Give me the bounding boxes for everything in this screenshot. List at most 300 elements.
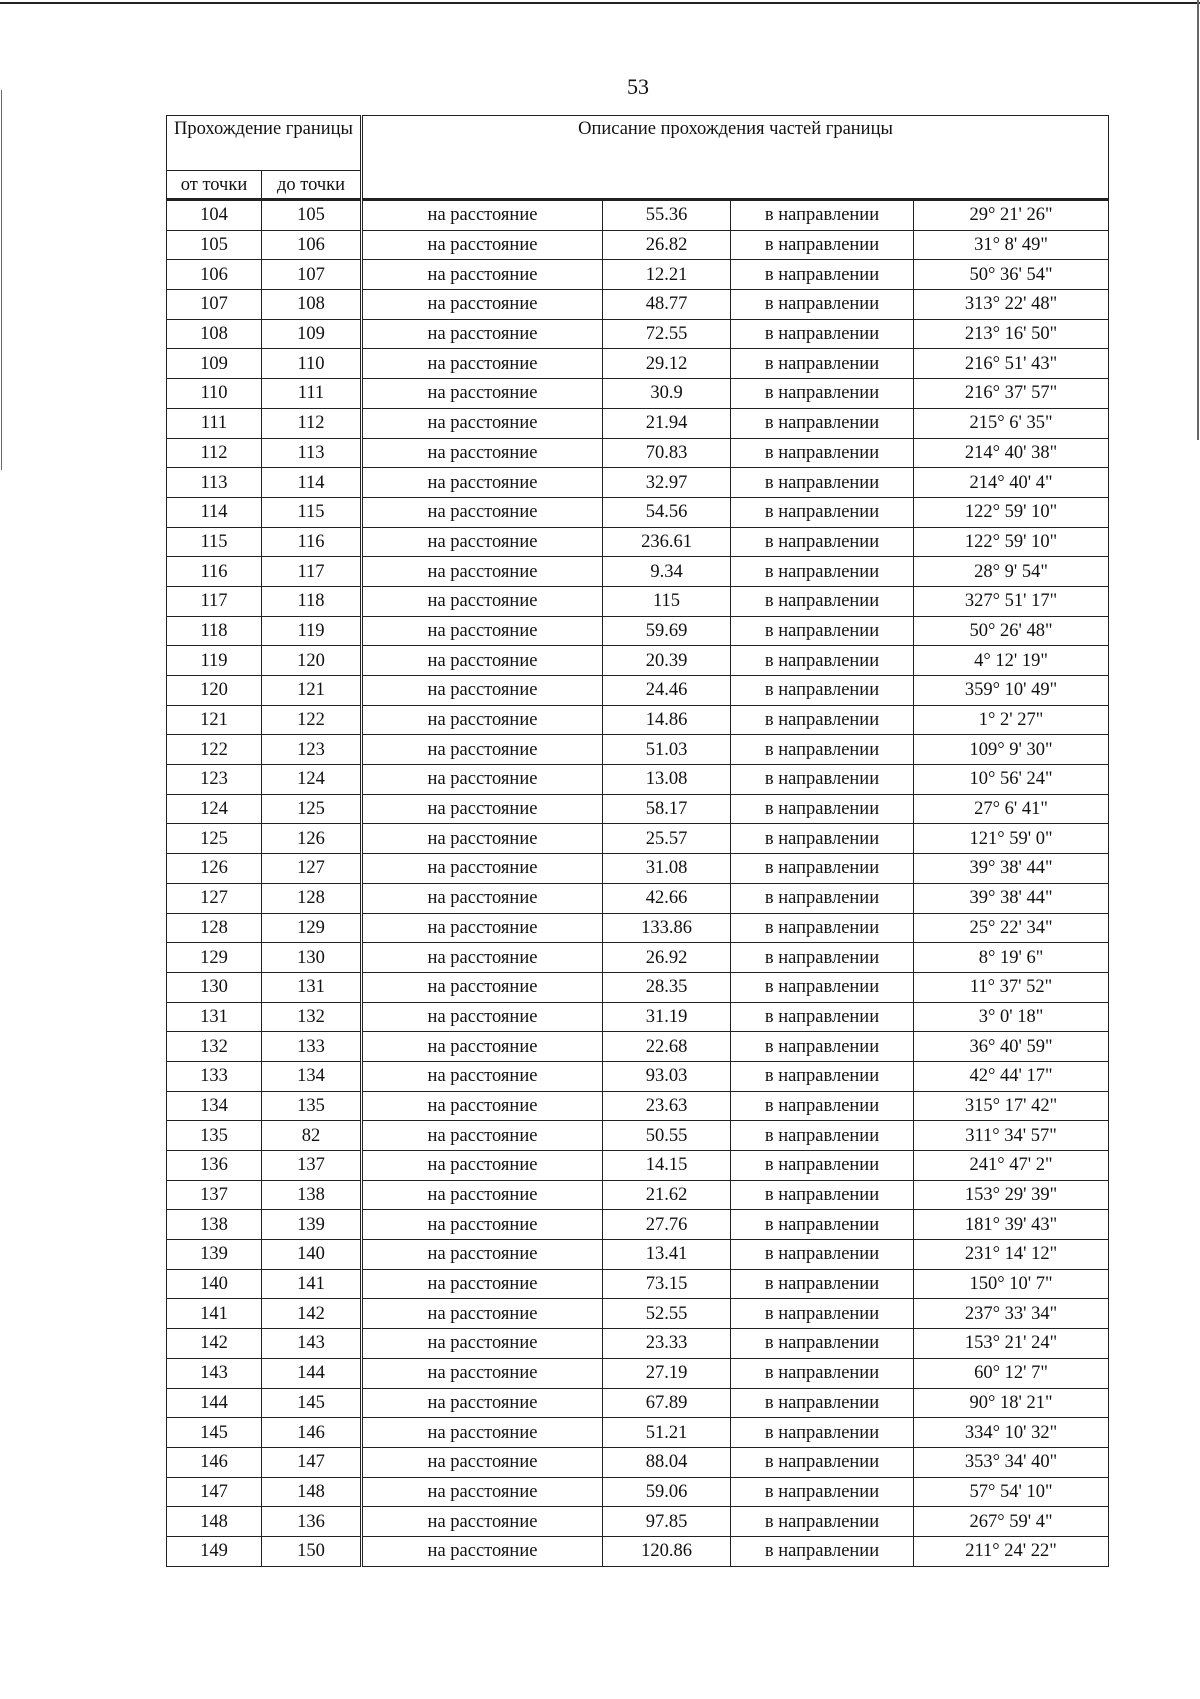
table-row [167, 319, 1109, 349]
from-point-cell: 105 [167, 230, 262, 260]
to-point-cell: 114 [262, 468, 362, 498]
distance-value-cell: 59.69 [603, 616, 731, 646]
angle-value-cell: 4° 12' 19" [914, 646, 1109, 676]
from-point-cell: 128 [167, 913, 262, 943]
from-point-cell: 140 [167, 1269, 262, 1299]
from-point-cell: 121 [167, 705, 262, 735]
distance-value-cell: 26.82 [603, 230, 731, 260]
distance-label-cell: на расстояние [362, 1240, 603, 1270]
distance-value-cell: 88.04 [603, 1447, 731, 1477]
to-point-cell: 124 [262, 765, 362, 795]
angle-value-cell: 60° 12' 7" [914, 1358, 1109, 1388]
distance-value-cell: 24.46 [603, 676, 731, 706]
distance-label-cell: на расстояние [362, 1061, 603, 1091]
angle-value-cell: 214° 40' 4" [914, 468, 1109, 498]
table-row [167, 349, 1109, 379]
scan-left-margin-line [1, 90, 2, 470]
direction-label-cell: в направлении [731, 1329, 914, 1359]
to-point-cell: 111 [262, 379, 362, 409]
direction-label-cell: в направлении [731, 1388, 914, 1418]
direction-label-cell: в направлении [731, 854, 914, 884]
distance-value-cell: 55.36 [603, 200, 731, 231]
distance-value-cell: 30.9 [603, 379, 731, 409]
from-point-cell: 116 [167, 557, 262, 587]
table-row [167, 1507, 1109, 1537]
to-point-cell: 132 [262, 1002, 362, 1032]
angle-value-cell: 1° 2' 27" [914, 705, 1109, 735]
distance-label-cell: на расстояние [362, 1151, 603, 1181]
direction-label-cell: в направлении [731, 913, 914, 943]
table-row [167, 913, 1109, 943]
to-point-cell: 130 [262, 943, 362, 973]
distance-value-cell: 31.19 [603, 1002, 731, 1032]
table-row [167, 883, 1109, 913]
table-row [167, 1061, 1109, 1091]
from-point-cell: 125 [167, 824, 262, 854]
table-row [167, 1418, 1109, 1448]
angle-value-cell: 216° 51' 43" [914, 349, 1109, 379]
from-point-cell: 114 [167, 497, 262, 527]
angle-value-cell: 90° 18' 21" [914, 1388, 1109, 1418]
distance-label-cell: на расстояние [362, 1388, 603, 1418]
table-row [167, 676, 1109, 706]
table-row [167, 1121, 1109, 1151]
distance-label-cell: на расстояние [362, 676, 603, 706]
distance-label-cell: на расстояние [362, 735, 603, 765]
distance-label-cell: на расстояние [362, 557, 603, 587]
to-point-cell: 143 [262, 1329, 362, 1359]
angle-value-cell: 153° 21' 24" [914, 1329, 1109, 1359]
table-row [167, 200, 1109, 231]
from-point-cell: 106 [167, 260, 262, 290]
distance-value-cell: 27.19 [603, 1358, 731, 1388]
direction-label-cell: в направлении [731, 527, 914, 557]
angle-value-cell: 10° 56' 24" [914, 765, 1109, 795]
angle-value-cell: 50° 36' 54" [914, 260, 1109, 290]
from-point-cell: 138 [167, 1210, 262, 1240]
table-row [167, 616, 1109, 646]
distance-label-cell: на расстояние [362, 319, 603, 349]
to-point-cell: 133 [262, 1032, 362, 1062]
distance-value-cell: 97.85 [603, 1507, 731, 1537]
to-point-cell: 118 [262, 586, 362, 616]
distance-label-cell: на расстояние [362, 379, 603, 409]
table-row [167, 1240, 1109, 1270]
distance-value-cell: 51.03 [603, 735, 731, 765]
distance-label-cell: на расстояние [362, 646, 603, 676]
angle-value-cell: 122° 59' 10" [914, 527, 1109, 557]
angle-value-cell: 311° 34' 57" [914, 1121, 1109, 1151]
from-point-cell: 146 [167, 1447, 262, 1477]
direction-label-cell: в направлении [731, 557, 914, 587]
distance-label-cell: на расстояние [362, 1180, 603, 1210]
from-point-cell: 148 [167, 1507, 262, 1537]
distance-value-cell: 23.63 [603, 1091, 731, 1121]
distance-label-cell: на расстояние [362, 1329, 603, 1359]
angle-value-cell: 36° 40' 59" [914, 1032, 1109, 1062]
to-point-cell: 109 [262, 319, 362, 349]
table-row [167, 1091, 1109, 1121]
distance-label-cell: на расстояние [362, 260, 603, 290]
distance-label-cell: на расстояние [362, 1091, 603, 1121]
direction-label-cell: в направлении [731, 616, 914, 646]
from-point-cell: 136 [167, 1151, 262, 1181]
direction-label-cell: в направлении [731, 1210, 914, 1240]
table-row [167, 1002, 1109, 1032]
angle-value-cell: 216° 37' 57" [914, 379, 1109, 409]
angle-value-cell: 50° 26' 48" [914, 616, 1109, 646]
angle-value-cell: 150° 10' 7" [914, 1269, 1109, 1299]
direction-label-cell: в направлении [731, 972, 914, 1002]
from-point-cell: 117 [167, 586, 262, 616]
distance-label-cell: на расстояние [362, 1418, 603, 1448]
from-point-cell: 142 [167, 1329, 262, 1359]
to-point-cell: 112 [262, 408, 362, 438]
table-row [167, 468, 1109, 498]
angle-value-cell: 39° 38' 44" [914, 854, 1109, 884]
angle-value-cell: 3° 0' 18" [914, 1002, 1109, 1032]
angle-value-cell: 231° 14' 12" [914, 1240, 1109, 1270]
from-point-cell: 119 [167, 646, 262, 676]
table-row [167, 972, 1109, 1002]
direction-label-cell: в направлении [731, 1240, 914, 1270]
distance-value-cell: 48.77 [603, 290, 731, 320]
to-point-cell: 129 [262, 913, 362, 943]
distance-value-cell: 115 [603, 586, 731, 616]
direction-label-cell: в направлении [731, 1269, 914, 1299]
angle-value-cell: 39° 38' 44" [914, 883, 1109, 913]
table-row [167, 943, 1109, 973]
angle-value-cell: 122° 59' 10" [914, 497, 1109, 527]
distance-value-cell: 21.94 [603, 408, 731, 438]
distance-value-cell: 67.89 [603, 1388, 731, 1418]
distance-label-cell: на расстояние [362, 290, 603, 320]
distance-value-cell: 23.33 [603, 1329, 731, 1359]
table-row [167, 1269, 1109, 1299]
distance-label-cell: на расстояние [362, 1507, 603, 1537]
table-row [167, 1358, 1109, 1388]
direction-label-cell: в направлении [731, 1418, 914, 1448]
direction-label-cell: в направлении [731, 468, 914, 498]
from-point-cell: 109 [167, 349, 262, 379]
distance-value-cell: 28.35 [603, 972, 731, 1002]
table-row [167, 586, 1109, 616]
distance-label-cell: на расстояние [362, 408, 603, 438]
from-point-cell: 149 [167, 1536, 262, 1566]
angle-value-cell: 214° 40' 38" [914, 438, 1109, 468]
to-point-cell: 141 [262, 1269, 362, 1299]
direction-label-cell: в направлении [731, 1002, 914, 1032]
distance-label-cell: на расстояние [362, 765, 603, 795]
to-point-cell: 150 [262, 1536, 362, 1566]
from-point-cell: 115 [167, 527, 262, 557]
to-point-cell: 82 [262, 1121, 362, 1151]
to-point-cell: 146 [262, 1418, 362, 1448]
to-point-cell: 145 [262, 1388, 362, 1418]
direction-label-cell: в направлении [731, 1358, 914, 1388]
to-point-cell: 106 [262, 230, 362, 260]
distance-value-cell: 22.68 [603, 1032, 731, 1062]
direction-label-cell: в направлении [731, 1299, 914, 1329]
to-point-cell: 142 [262, 1299, 362, 1329]
angle-value-cell: 31° 8' 49" [914, 230, 1109, 260]
to-point-cell: 126 [262, 824, 362, 854]
angle-value-cell: 57° 54' 10" [914, 1477, 1109, 1507]
angle-value-cell: 29° 21' 26" [914, 200, 1109, 231]
from-point-cell: 137 [167, 1180, 262, 1210]
distance-value-cell: 236.61 [603, 527, 731, 557]
page-number: 53 [627, 74, 649, 99]
distance-value-cell: 54.56 [603, 497, 731, 527]
distance-value-cell: 25.57 [603, 824, 731, 854]
from-point-cell: 133 [167, 1061, 262, 1091]
to-point-cell: 121 [262, 676, 362, 706]
direction-label-cell: в направлении [731, 646, 914, 676]
to-point-cell: 113 [262, 438, 362, 468]
distance-value-cell: 51.21 [603, 1418, 731, 1448]
distance-value-cell: 21.62 [603, 1180, 731, 1210]
angle-value-cell: 267° 59' 4" [914, 1507, 1109, 1537]
from-point-cell: 127 [167, 883, 262, 913]
distance-label-cell: на расстояние [362, 1032, 603, 1062]
to-point-cell: 144 [262, 1358, 362, 1388]
direction-label-cell: в направлении [731, 200, 914, 231]
to-point-cell: 116 [262, 527, 362, 557]
angle-value-cell: 25° 22' 34" [914, 913, 1109, 943]
to-point-cell: 105 [262, 200, 362, 231]
distance-label-cell: на расстояние [362, 349, 603, 379]
direction-label-cell: в направлении [731, 497, 914, 527]
direction-label-cell: в направлении [731, 824, 914, 854]
to-point-cell: 123 [262, 735, 362, 765]
table-row [167, 497, 1109, 527]
table-row [167, 1388, 1109, 1418]
to-point-cell: 110 [262, 349, 362, 379]
distance-label-cell: на расстояние [362, 943, 603, 973]
distance-value-cell: 120.86 [603, 1536, 731, 1566]
direction-label-cell: в направлении [731, 765, 914, 795]
distance-value-cell: 73.15 [603, 1269, 731, 1299]
direction-label-cell: в направлении [731, 1121, 914, 1151]
from-point-cell: 122 [167, 735, 262, 765]
from-point-cell: 104 [167, 200, 262, 231]
angle-value-cell: 215° 6' 35" [914, 408, 1109, 438]
table-body [167, 200, 1109, 1567]
distance-label-cell: на расстояние [362, 616, 603, 646]
scan-right-margin-line [1197, 0, 1199, 440]
to-point-cell: 122 [262, 705, 362, 735]
direction-label-cell: в направлении [731, 438, 914, 468]
distance-value-cell: 59.06 [603, 1477, 731, 1507]
distance-label-cell: на расстояние [362, 883, 603, 913]
distance-value-cell: 133.86 [603, 913, 731, 943]
distance-label-cell: на расстояние [362, 1299, 603, 1329]
to-point-cell: 108 [262, 290, 362, 320]
table-row [167, 1180, 1109, 1210]
from-point-cell: 144 [167, 1388, 262, 1418]
direction-label-cell: в направлении [731, 586, 914, 616]
distance-label-cell: на расстояние [362, 586, 603, 616]
table-row [167, 705, 1109, 735]
angle-value-cell: 241° 47' 2" [914, 1151, 1109, 1181]
distance-value-cell: 20.39 [603, 646, 731, 676]
from-point-cell: 132 [167, 1032, 262, 1062]
table-row [167, 765, 1109, 795]
distance-label-cell: на расстояние [362, 705, 603, 735]
from-point-cell: 139 [167, 1240, 262, 1270]
from-point-cell: 120 [167, 676, 262, 706]
header-description: Описание прохождения частей границы [362, 116, 1109, 200]
from-point-cell: 135 [167, 1121, 262, 1151]
from-point-cell: 111 [167, 408, 262, 438]
direction-label-cell: в направлении [731, 676, 914, 706]
distance-value-cell: 9.34 [603, 557, 731, 587]
from-point-cell: 129 [167, 943, 262, 973]
angle-value-cell: 8° 19' 6" [914, 943, 1109, 973]
from-point-cell: 110 [167, 379, 262, 409]
angle-value-cell: 211° 24' 22" [914, 1536, 1109, 1566]
angle-value-cell: 353° 34' 40" [914, 1447, 1109, 1477]
direction-label-cell: в направлении [731, 794, 914, 824]
from-point-cell: 113 [167, 468, 262, 498]
table-row [167, 1210, 1109, 1240]
from-point-cell: 130 [167, 972, 262, 1002]
distance-label-cell: на расстояние [362, 1447, 603, 1477]
distance-value-cell: 72.55 [603, 319, 731, 349]
table-row [167, 408, 1109, 438]
distance-value-cell: 12.21 [603, 260, 731, 290]
direction-label-cell: в направлении [731, 1507, 914, 1537]
header-passage: Прохождение границы [167, 116, 362, 171]
from-point-cell: 126 [167, 854, 262, 884]
distance-label-cell: на расстояние [362, 1477, 603, 1507]
table-row [167, 290, 1109, 320]
distance-value-cell: 31.08 [603, 854, 731, 884]
direction-label-cell: в направлении [731, 1536, 914, 1566]
direction-label-cell: в направлении [731, 230, 914, 260]
to-point-cell: 117 [262, 557, 362, 587]
from-point-cell: 123 [167, 765, 262, 795]
to-point-cell: 137 [262, 1151, 362, 1181]
table-row [167, 557, 1109, 587]
from-point-cell: 147 [167, 1477, 262, 1507]
to-point-cell: 140 [262, 1240, 362, 1270]
direction-label-cell: в направлении [731, 1151, 914, 1181]
distance-value-cell: 27.76 [603, 1210, 731, 1240]
distance-value-cell: 13.41 [603, 1240, 731, 1270]
direction-label-cell: в направлении [731, 1061, 914, 1091]
from-point-cell: 143 [167, 1358, 262, 1388]
table-row [167, 1536, 1109, 1566]
table-row [167, 1447, 1109, 1477]
table-row [167, 854, 1109, 884]
distance-value-cell: 13.08 [603, 765, 731, 795]
distance-value-cell: 58.17 [603, 794, 731, 824]
direction-label-cell: в направлении [731, 883, 914, 913]
to-point-cell: 107 [262, 260, 362, 290]
distance-label-cell: на расстояние [362, 972, 603, 1002]
direction-label-cell: в направлении [731, 408, 914, 438]
distance-value-cell: 50.55 [603, 1121, 731, 1151]
distance-label-cell: на расстояние [362, 1269, 603, 1299]
angle-value-cell: 237° 33' 34" [914, 1299, 1109, 1329]
angle-value-cell: 181° 39' 43" [914, 1210, 1109, 1240]
table-row [167, 1477, 1109, 1507]
to-point-cell: 136 [262, 1507, 362, 1537]
from-point-cell: 124 [167, 794, 262, 824]
angle-value-cell: 42° 44' 17" [914, 1061, 1109, 1091]
distance-label-cell: на расстояние [362, 1121, 603, 1151]
distance-label-cell: на расстояние [362, 1002, 603, 1032]
direction-label-cell: в направлении [731, 705, 914, 735]
distance-value-cell: 42.66 [603, 883, 731, 913]
angle-value-cell: 327° 51' 17" [914, 586, 1109, 616]
to-point-cell: 115 [262, 497, 362, 527]
angle-value-cell: 313° 22' 48" [914, 290, 1109, 320]
distance-label-cell: на расстояние [362, 1210, 603, 1240]
table-row [167, 1329, 1109, 1359]
to-point-cell: 120 [262, 646, 362, 676]
to-point-cell: 147 [262, 1447, 362, 1477]
direction-label-cell: в направлении [731, 379, 914, 409]
direction-label-cell: в направлении [731, 1447, 914, 1477]
direction-label-cell: в направлении [731, 1477, 914, 1507]
table-row [167, 379, 1109, 409]
distance-label-cell: на расстояние [362, 1358, 603, 1388]
from-point-cell: 112 [167, 438, 262, 468]
from-point-cell: 108 [167, 319, 262, 349]
distance-label-cell: на расстояние [362, 200, 603, 231]
boundary-table [166, 115, 1109, 1567]
distance-value-cell: 29.12 [603, 349, 731, 379]
to-point-cell: 128 [262, 883, 362, 913]
from-point-cell: 145 [167, 1418, 262, 1448]
direction-label-cell: в направлении [731, 1091, 914, 1121]
table-row [167, 438, 1109, 468]
table-row [167, 646, 1109, 676]
direction-label-cell: в направлении [731, 260, 914, 290]
table-row [167, 527, 1109, 557]
table-row [167, 824, 1109, 854]
angle-value-cell: 334° 10' 32" [914, 1418, 1109, 1448]
to-point-cell: 127 [262, 854, 362, 884]
distance-value-cell: 14.15 [603, 1151, 731, 1181]
angle-value-cell: 27° 6' 41" [914, 794, 1109, 824]
direction-label-cell: в направлении [731, 1032, 914, 1062]
distance-label-cell: на расстояние [362, 438, 603, 468]
distance-value-cell: 93.03 [603, 1061, 731, 1091]
distance-label-cell: на расстояние [362, 497, 603, 527]
table-row [167, 260, 1109, 290]
distance-value-cell: 26.92 [603, 943, 731, 973]
table-row [167, 735, 1109, 765]
distance-label-cell: на расстояние [362, 854, 603, 884]
scan-top-border [0, 2, 1200, 4]
direction-label-cell: в направлении [731, 1180, 914, 1210]
from-point-cell: 131 [167, 1002, 262, 1032]
to-point-cell: 138 [262, 1180, 362, 1210]
table-row [167, 230, 1109, 260]
distance-value-cell: 70.83 [603, 438, 731, 468]
direction-label-cell: в направлении [731, 290, 914, 320]
angle-value-cell: 121° 59' 0" [914, 824, 1109, 854]
angle-value-cell: 213° 16' 50" [914, 319, 1109, 349]
distance-label-cell: на расстояние [362, 794, 603, 824]
angle-value-cell: 315° 17' 42" [914, 1091, 1109, 1121]
distance-label-cell: на расстояние [362, 913, 603, 943]
distance-label-cell: на расстояние [362, 824, 603, 854]
direction-label-cell: в направлении [731, 735, 914, 765]
